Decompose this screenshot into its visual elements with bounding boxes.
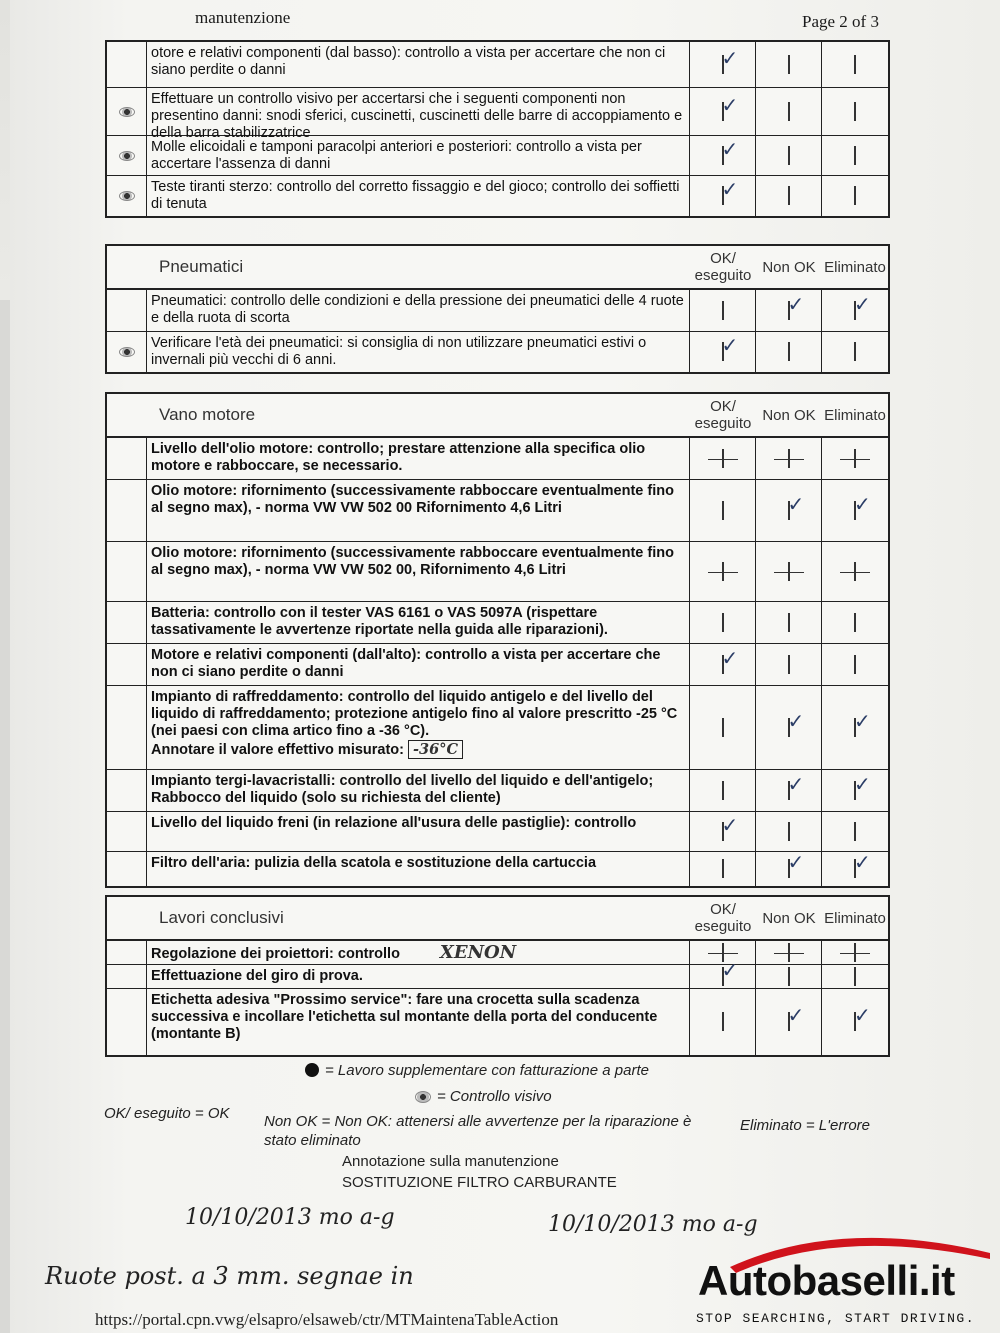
checked-checkbox[interactable] (787, 850, 805, 878)
status-cell (822, 602, 888, 643)
row-text: Batteria: controllo con il tester VAS 6161 o VAS 5097A (rispettare tassativamente le avvertenze riportate nella guida alle riparazioni). (151, 605, 608, 638)
checkmark-icon: ✓ (721, 92, 739, 117)
checkbox-wrap (774, 291, 805, 320)
checkbox-wrap (840, 771, 871, 800)
checkbox-wrap (774, 656, 804, 674)
checkbox-wrap (774, 850, 805, 878)
row-description (147, 438, 690, 479)
legend-extra-work: = Lavoro supplementare con fatturazione a parte (305, 1062, 649, 1079)
row-description (147, 965, 690, 988)
status-cell (822, 989, 888, 1055)
row-marker (107, 480, 147, 541)
checkbox-wrap (708, 302, 738, 320)
checkbox-wrap (840, 968, 870, 986)
checkbox-wrap (774, 103, 804, 121)
checkmark-icon: ✓ (854, 291, 871, 316)
checked-checkbox[interactable] (721, 645, 739, 674)
checkmark-icon: ✓ (854, 850, 871, 874)
status-cell (690, 176, 756, 216)
section-title: Lavori conclusivi (159, 908, 284, 927)
status-cell (690, 686, 756, 769)
checkbox-wrap (840, 187, 870, 205)
status-cell (822, 941, 888, 964)
checkmark-icon: ✓ (787, 708, 805, 733)
checkbox-wrap (774, 343, 804, 361)
struck-checkbox (840, 450, 870, 468)
checklist-row (107, 941, 888, 965)
status-cell (756, 770, 822, 811)
annotation-value: SOSTITUZIONE FILTRO CARBURANTE (342, 1174, 617, 1191)
status-cell (756, 686, 822, 769)
row-marker (107, 770, 147, 811)
row-marker (107, 542, 147, 601)
row-marker (107, 812, 147, 851)
checkbox[interactable] (854, 342, 856, 361)
row-description (147, 852, 690, 886)
status-cell (756, 290, 822, 331)
status-cell (822, 812, 888, 851)
checked-checkbox[interactable] (854, 850, 871, 878)
row-marker (107, 438, 147, 479)
checkbox[interactable] (788, 943, 790, 962)
struck-checkbox (708, 450, 738, 468)
row-description (147, 88, 690, 141)
logo-slogan: STOP SEARCHING, START DRIVING. (696, 1311, 976, 1326)
column-header-3: Eliminato (824, 909, 886, 927)
status-cell (756, 965, 822, 988)
row-description (147, 812, 690, 851)
legend-visual-check: = Controllo visivo (415, 1088, 552, 1105)
section-lavori-conclusivi (105, 895, 890, 1057)
checkbox[interactable] (722, 1012, 724, 1031)
status-cell (690, 438, 756, 479)
row-description (147, 602, 690, 643)
logo-name: Autobaselli.it (698, 1257, 955, 1304)
status-cell (756, 644, 822, 685)
column-header-1: OK/ eseguito (694, 250, 752, 284)
status-cell (690, 989, 756, 1055)
row-marker (107, 332, 147, 372)
checklist-row (107, 42, 888, 88)
row-marker (107, 88, 147, 135)
column-header-1: OK/ eseguito (694, 398, 752, 432)
section-underbody (105, 40, 890, 218)
status-cell (756, 989, 822, 1055)
row-text: Teste tiranti sterzo: controllo del corretto fissaggio e del gioco; controllo dei soffietti di tenuta (151, 179, 680, 212)
status-cell (690, 542, 756, 601)
measured-value-field[interactable]: -36°C (408, 740, 463, 759)
row-text: otore e relativi componenti (dal basso): controllo a vista per accertare che non ci siano perdite o danni (151, 45, 666, 78)
checkbox[interactable] (854, 967, 856, 986)
column-header-3: Eliminato (824, 406, 886, 424)
checked-checkbox[interactable] (721, 957, 739, 986)
checkmark-icon: ✓ (787, 1003, 805, 1027)
status-cell (756, 438, 822, 479)
status-cell (690, 644, 756, 685)
checkbox[interactable] (722, 613, 724, 632)
checked-checkbox[interactable] (854, 708, 871, 737)
legend-ok: OK/ eseguito = OK (104, 1105, 230, 1122)
section-pneumatici (105, 244, 890, 374)
row-marker (107, 136, 147, 175)
checkmark-icon: ✓ (787, 291, 805, 316)
checkbox[interactable] (854, 655, 856, 674)
eye-icon (415, 1091, 431, 1103)
checked-checkbox[interactable] (787, 771, 805, 800)
eye-icon (119, 107, 135, 117)
checkbox-wrap (708, 177, 739, 205)
checkbox[interactable] (788, 449, 790, 468)
checkbox[interactable] (788, 562, 790, 581)
row-description (147, 332, 690, 372)
row-marker (107, 965, 147, 988)
checkbox-wrap (774, 491, 805, 520)
checkbox-wrap (708, 45, 739, 74)
struck-checkbox (774, 450, 804, 468)
status-cell (690, 602, 756, 643)
row-text: Olio motore: rifornimento (successivamente rabboccare eventualmente fino al segno max), - norma VW VW 502 00 Rifornimento 4,6 Litri (151, 483, 674, 516)
row-text: Olio motore: rifornimento (successivamente rabboccare eventualmente fino al segno max), - norma VW VW 502 00, Rifornimento 4,6 Litri (151, 545, 674, 578)
section-title: Pneumatici (159, 257, 244, 276)
checkmark-icon: ✓ (721, 177, 739, 201)
row-marker (107, 644, 147, 685)
status-cell (690, 770, 756, 811)
checkbox[interactable] (788, 613, 790, 632)
checkbox-wrap (774, 187, 804, 205)
checkbox[interactable] (854, 562, 856, 581)
status-cell (822, 965, 888, 988)
struck-checkbox (840, 944, 870, 962)
checkbox-wrap (774, 614, 804, 632)
status-cell (822, 88, 888, 135)
row-description (147, 42, 690, 87)
status-cell (756, 480, 822, 541)
checkbox[interactable] (854, 186, 856, 205)
status-cell (756, 332, 822, 372)
struck-checkbox (774, 944, 804, 962)
struck-checkbox (840, 563, 870, 581)
row-description (147, 770, 690, 811)
checked-checkbox[interactable] (787, 1003, 805, 1031)
status-cell (756, 812, 822, 851)
checkbox[interactable] (722, 301, 724, 320)
checkbox-wrap (840, 147, 870, 165)
column-header-3: Eliminato (824, 258, 886, 276)
checkbox-wrap (774, 968, 804, 986)
checkbox-wrap (774, 147, 804, 165)
checkbox[interactable] (854, 613, 856, 632)
checkbox-wrap (708, 812, 739, 841)
measured-value-label: Annotare il valore effettivo misurato: (151, 742, 404, 758)
row-marker (107, 686, 147, 769)
checked-checkbox[interactable] (854, 291, 871, 320)
status-cell (756, 136, 822, 175)
checked-checkbox[interactable] (721, 333, 739, 361)
legend-eliminato: Eliminato = L'errore (740, 1117, 871, 1134)
checkbox[interactable] (788, 102, 790, 121)
checkmark-icon: ✓ (787, 491, 805, 516)
status-cell (690, 290, 756, 331)
row-marker (107, 602, 147, 643)
row-text: Effettuazione del giro di prova. (151, 968, 363, 984)
status-cell (822, 332, 888, 372)
checkbox[interactable] (854, 822, 856, 841)
status-cell (690, 852, 756, 886)
checked-checkbox[interactable] (787, 708, 805, 737)
black-dot-icon (305, 1063, 319, 1077)
checklist-row (107, 290, 888, 332)
status-cell (822, 542, 888, 601)
checklist-row (107, 542, 888, 602)
row-description (147, 686, 690, 769)
checked-checkbox[interactable] (721, 136, 739, 165)
checkmark-icon: ✓ (854, 708, 871, 733)
checkmark-icon: ✓ (854, 771, 871, 796)
checkbox[interactable] (722, 781, 724, 800)
row-description (147, 176, 690, 216)
status-cell (822, 42, 888, 87)
checklist-row (107, 644, 888, 686)
status-cell (690, 136, 756, 175)
status-cell (756, 941, 822, 964)
header-title: manutenzione (195, 8, 291, 27)
checkbox-wrap (840, 823, 870, 841)
eye-icon (119, 347, 135, 357)
struck-checkbox (708, 563, 738, 581)
checked-checkbox[interactable] (721, 177, 739, 205)
checkbox-wrap (840, 656, 870, 674)
row-text: Livello dell'olio motore: controllo; prestare attenzione alla specifica olio motore e rabboccare, se necessario. (151, 441, 646, 474)
status-cell (690, 812, 756, 851)
checked-checkbox[interactable] (854, 491, 871, 520)
autobaselli-logo (690, 1225, 1000, 1333)
handwritten-annotation: XENON (439, 942, 517, 963)
row-description (147, 542, 690, 601)
checkbox-wrap (774, 1003, 805, 1031)
page-indicator: Page 2 of 3 (802, 12, 879, 31)
section-vano-motore (105, 392, 890, 888)
checkbox-wrap (708, 957, 739, 986)
checkbox[interactable] (854, 449, 856, 468)
checkbox[interactable] (722, 718, 724, 737)
checkbox[interactable] (854, 146, 856, 165)
status-cell (822, 644, 888, 685)
checkbox-wrap (774, 56, 804, 74)
checkbox-wrap (840, 491, 871, 520)
checkbox[interactable] (788, 146, 790, 165)
row-text: Motore e relativi componenti (dall'alto): controllo a vista per accertare che non ci siano perdite o danni (151, 647, 661, 680)
status-cell (756, 176, 822, 216)
checked-checkbox[interactable] (854, 771, 871, 800)
row-marker (107, 852, 147, 886)
checkbox[interactable] (788, 967, 790, 986)
checkbox[interactable] (788, 186, 790, 205)
checkmark-icon: ✓ (721, 333, 739, 357)
section-header (107, 897, 888, 941)
status-cell (756, 852, 822, 886)
checklist-row (107, 957, 888, 989)
row-text: Impianto tergi-lavacristalli: controllo del livello del liquido e dell'antigelo; Rabbocco del liquido (solo su richiesta del cliente) (151, 773, 654, 806)
row-description (147, 644, 690, 685)
handwritten-date-1: 10/10/2013 mo a-g (185, 1205, 395, 1230)
checklist-row (107, 480, 888, 542)
checkbox-wrap (708, 860, 738, 878)
status-cell (822, 290, 888, 331)
checkbox-wrap (708, 92, 739, 121)
checkmark-icon: ✓ (721, 812, 739, 837)
status-cell (822, 852, 888, 886)
row-text: Impianto di raffreddamento: controllo del liquido antigelo e del livello del liquido di raffreddamento; protezione antigelo fino al valore prescritto -25 °C (nei paesi con clima artico fino a -36 °C). (151, 689, 678, 739)
row-description (147, 989, 690, 1055)
row-text: Etichetta adesiva "Prossimo service": fare una crocetta sulla scadenza successiva e incollare l'etichetta sul montante della porta del conducente (montante B) (151, 992, 658, 1042)
annotation-label: Annotazione sulla manutenzione (342, 1153, 559, 1170)
checkbox-wrap (708, 645, 739, 674)
checkbox[interactable] (854, 55, 856, 74)
checkbox-wrap (708, 136, 739, 165)
checkmark-icon: ✓ (787, 771, 805, 796)
status-cell (690, 332, 756, 372)
checkbox-wrap (708, 782, 738, 800)
checkbox-wrap (840, 343, 870, 361)
checkmark-icon: ✓ (854, 1003, 871, 1027)
handwritten-date-2: 10/10/2013 mo a-g (548, 1212, 758, 1237)
checked-checkbox[interactable] (787, 291, 805, 320)
status-cell (690, 42, 756, 87)
row-text: Effettuare un controllo visivo per accertarsi che i seguenti componenti non presentino danni: snodi sferici, cuscinetti, cuscinetti delle barre di accoppiamento e della barra stabilizzatrice (151, 91, 683, 141)
checkbox-wrap (840, 850, 871, 878)
row-text: Livello del liquido freni (in relazione all'usura delle pastiglie): controllo (151, 815, 637, 831)
status-cell (822, 438, 888, 479)
column-header-1: OK/ eseguito (694, 901, 752, 935)
checklist-row (107, 812, 888, 852)
checklist-row (107, 88, 888, 141)
checklist-row (107, 332, 888, 372)
legend-non-ok: Non OK = Non OK: attenersi alle avvertenze per la riparazione è stato eliminato (264, 1113, 692, 1149)
checklist-row (107, 176, 888, 216)
checkbox-wrap (774, 771, 805, 800)
status-cell (756, 88, 822, 135)
section-header (107, 246, 888, 290)
checklist-row (107, 602, 888, 644)
row-text: Filtro dell'aria: pulizia della scatola e sostituzione della cartuccia (151, 855, 597, 871)
status-cell (822, 136, 888, 175)
status-cell (756, 42, 822, 87)
struck-checkbox (774, 563, 804, 581)
checkbox[interactable] (722, 859, 724, 878)
checklist-row (107, 770, 888, 812)
status-cell (822, 480, 888, 541)
checkbox[interactable] (854, 102, 856, 121)
checkbox[interactable] (854, 943, 856, 962)
checkbox[interactable] (722, 501, 724, 520)
row-text: Regolazione dei proiettori: controllo (151, 946, 400, 962)
row-description (147, 480, 690, 541)
checkbox-wrap (774, 708, 805, 737)
row-marker (107, 176, 147, 216)
checkbox-wrap (840, 1003, 871, 1031)
checklist-row (107, 686, 888, 770)
checkbox-wrap (708, 1013, 738, 1031)
handwritten-note: Ruote post. a 3 mm. segnae in (45, 1262, 414, 1290)
status-cell (690, 957, 756, 988)
checkmark-icon: ✓ (787, 850, 805, 874)
checkbox-wrap (774, 823, 804, 841)
column-header-2: Non OK (762, 258, 816, 276)
checkbox-wrap (840, 103, 870, 121)
checkbox-wrap (840, 708, 871, 737)
checked-checkbox[interactable] (787, 491, 805, 520)
checklist-row (107, 438, 888, 480)
checkmark-icon: ✓ (721, 645, 739, 670)
column-header-2: Non OK (762, 406, 816, 424)
checkbox-wrap (840, 291, 871, 320)
checked-checkbox[interactable] (721, 92, 739, 121)
checklist-row (107, 989, 888, 1055)
row-description (147, 290, 690, 331)
checkbox-wrap (840, 614, 870, 632)
row-marker (107, 989, 147, 1055)
eye-icon (119, 191, 135, 201)
page-url: https://portal.cpn.vwg/elsapro/elsaweb/ctr/MTMaintenaTableAction (95, 1310, 559, 1329)
section-header (107, 394, 888, 438)
status-cell (822, 686, 888, 769)
row-text: Molle elicoidali e tamponi paracolpi anteriori e posteriori: controllo a vista per accertare l'assenza di danni (151, 139, 642, 172)
checkbox-wrap (708, 614, 738, 632)
checkbox[interactable] (788, 55, 790, 74)
row-marker (107, 290, 147, 331)
checked-checkbox[interactable] (721, 812, 739, 841)
checkmark-icon: ✓ (854, 491, 871, 516)
status-cell (690, 480, 756, 541)
checkbox[interactable] (722, 449, 724, 468)
row-text: Pneumatici: controllo delle condizioni e della pressione dei pneumatici delle 4 ruote e della ruota di scorta (151, 293, 684, 326)
eye-icon (119, 151, 135, 161)
checkbox[interactable] (722, 562, 724, 581)
checkmark-icon: ✓ (721, 45, 739, 70)
checked-checkbox[interactable] (721, 45, 739, 74)
checklist-row (107, 136, 888, 176)
status-cell (756, 602, 822, 643)
row-description (147, 941, 690, 964)
checklist-row (107, 852, 888, 886)
row-description (147, 136, 690, 175)
checkbox[interactable] (788, 655, 790, 674)
status-cell (756, 542, 822, 601)
status-cell (822, 176, 888, 216)
checked-checkbox[interactable] (854, 1003, 871, 1031)
checkbox-wrap (708, 502, 738, 520)
checkbox[interactable] (788, 822, 790, 841)
checkbox[interactable] (788, 342, 790, 361)
row-marker (107, 941, 147, 964)
checkmark-icon: ✓ (721, 136, 739, 161)
row-marker (107, 42, 147, 87)
status-cell (822, 770, 888, 811)
checkmark-icon: ✓ (721, 957, 739, 982)
checkbox-wrap (708, 719, 738, 737)
checkbox-wrap (708, 333, 739, 361)
row-text: Verificare l'età dei pneumatici: si consiglia di non utilizzare pneumatici estivi o invernali più vecchi di 6 anni. (151, 335, 647, 368)
column-header-2: Non OK (762, 909, 816, 927)
checkbox-wrap (840, 56, 870, 74)
status-cell (690, 88, 756, 135)
section-title: Vano motore (159, 405, 256, 424)
